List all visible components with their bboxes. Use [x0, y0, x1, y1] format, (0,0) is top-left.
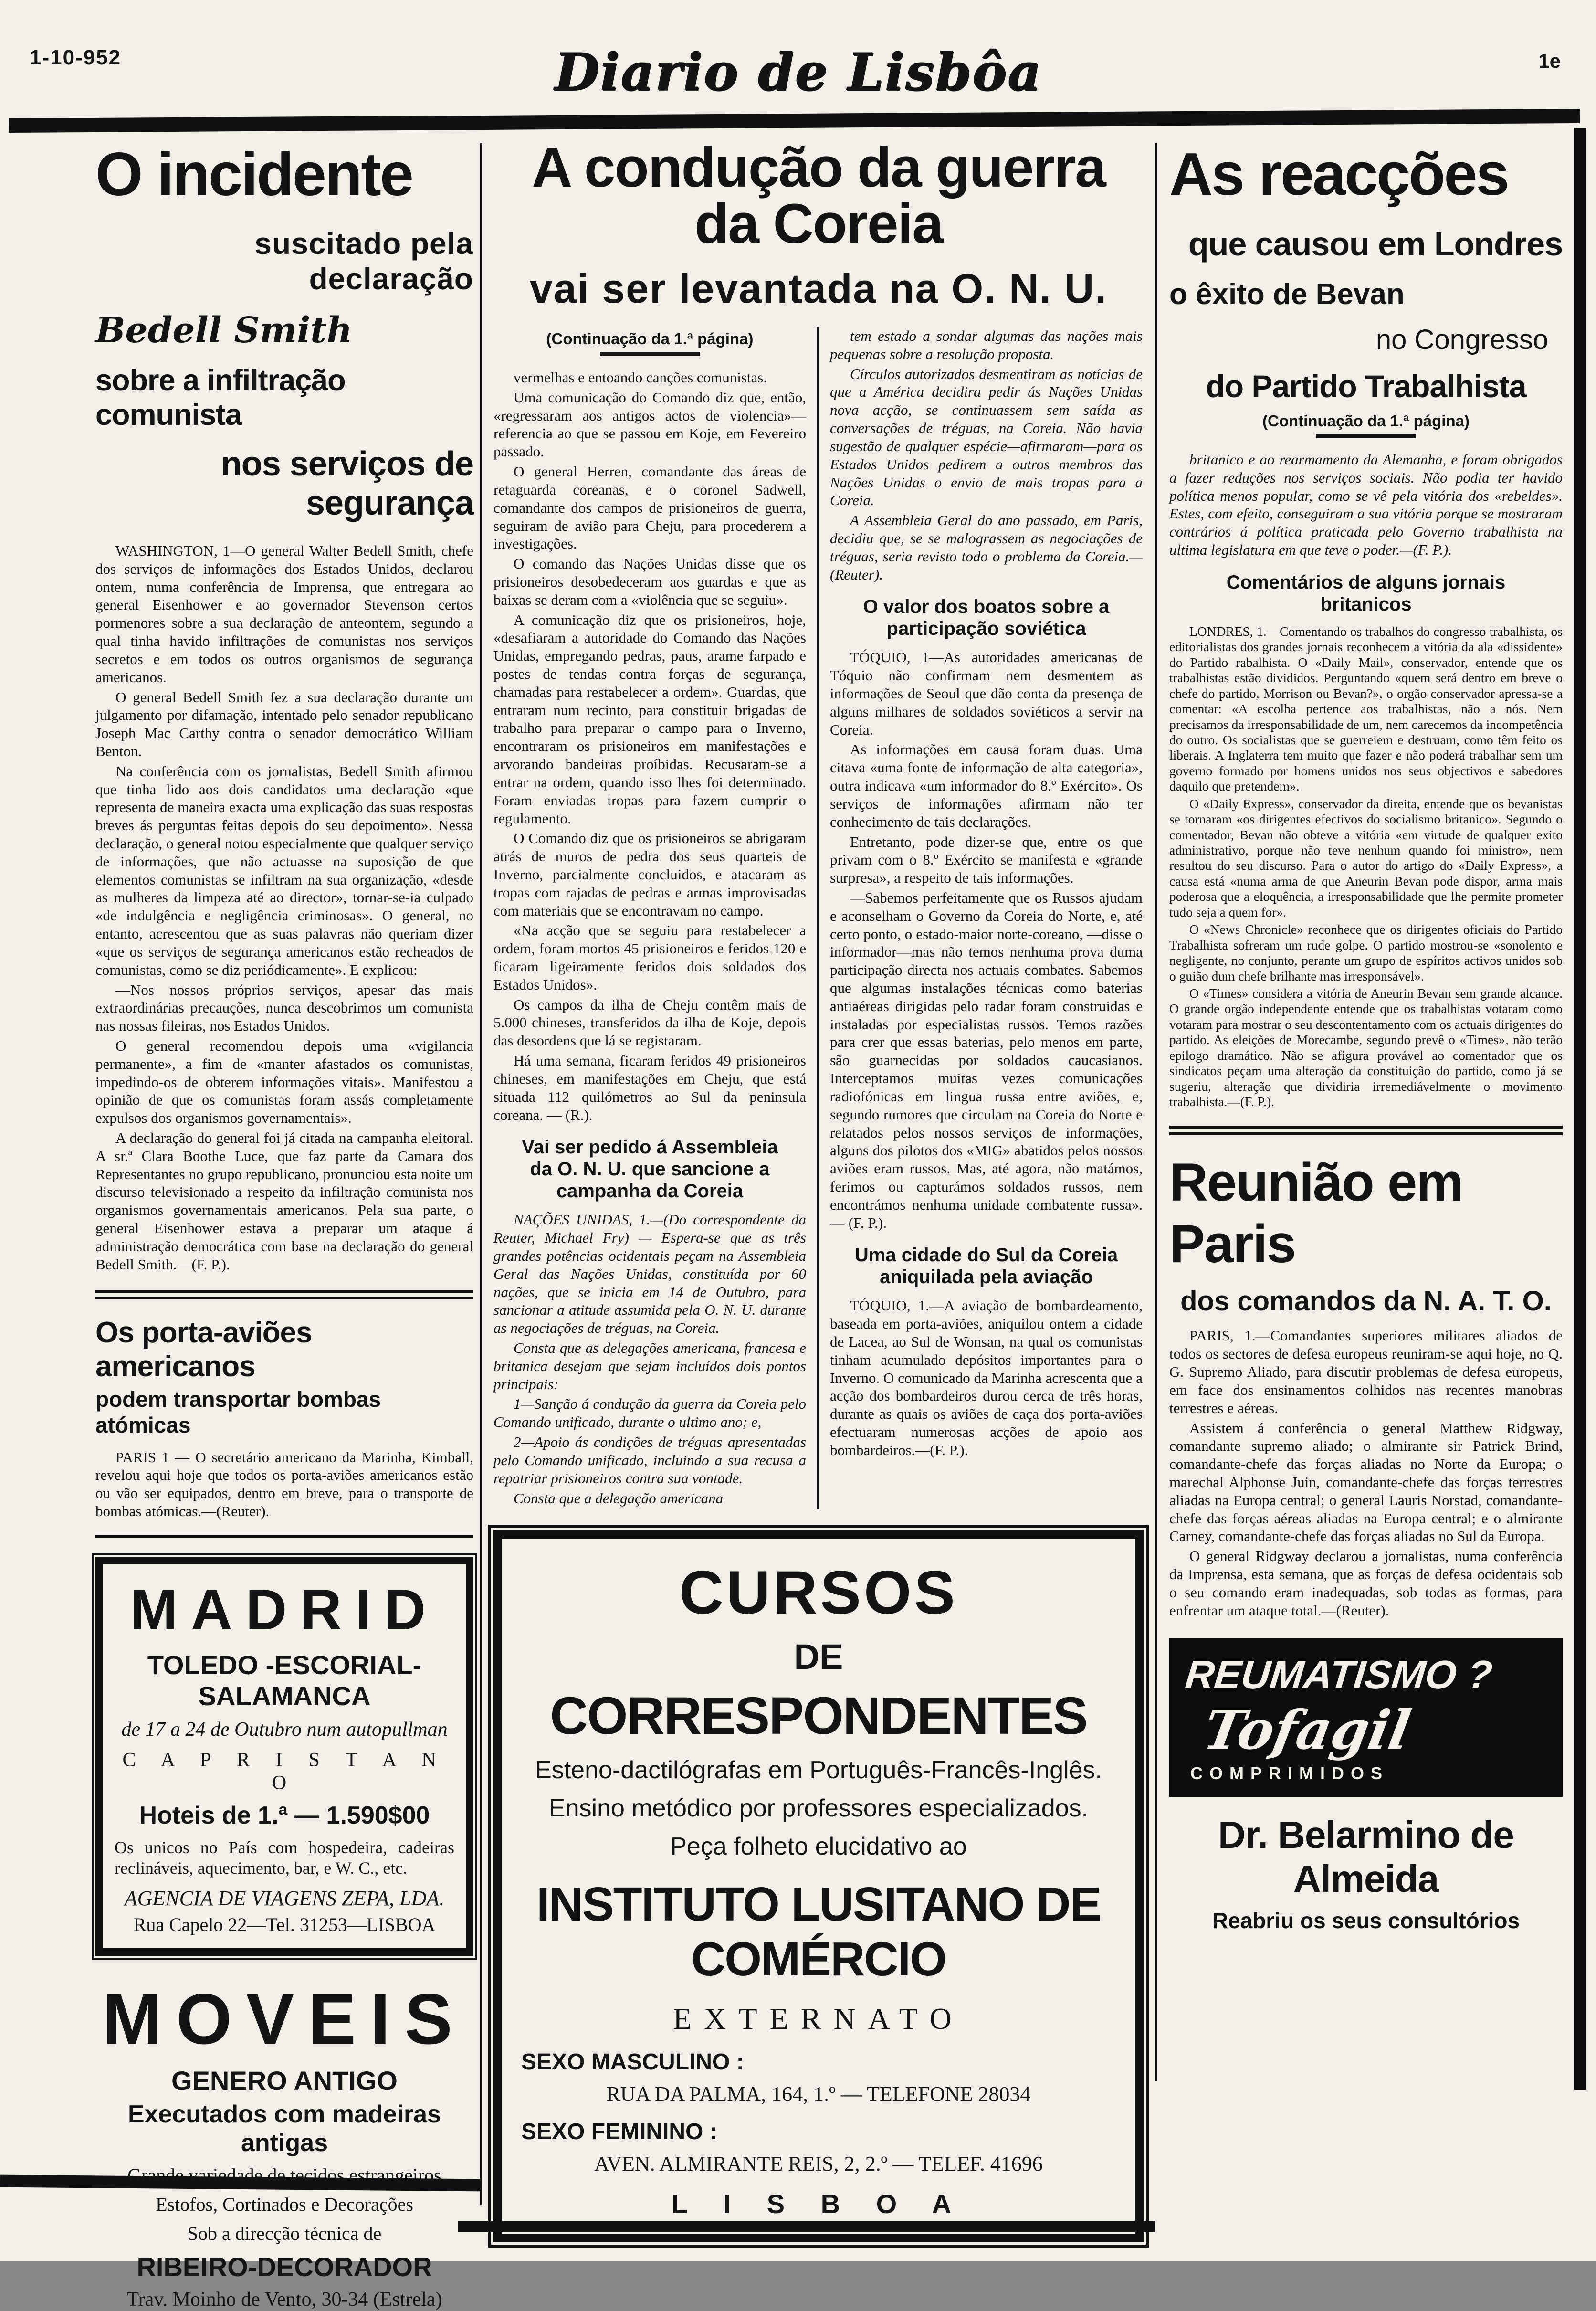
italic-paragraph: A Assembleia Geral do ano passado, em Paris, decidiu que, se se malograssem as negociações de tréguas, seria revisto todo o problema da Coreia.—(Reuter). — [830, 512, 1143, 583]
column-divider-left — [480, 143, 482, 2205]
continuation-note: (Continuação da 1.ª página) — [1262, 412, 1470, 430]
issue-date: 1-10-952 — [30, 46, 122, 69]
madrid-ad-brand: C A P R I S T A N O — [122, 1749, 447, 1794]
section-rule — [95, 1535, 473, 1538]
paragraph: O general Herren, comandante das áreas de retaguarda coreanas, e o coronel Sadwell, comandante dos campos de prisioneiros de guerra, seguiram de avião para Cheju, para procederem a investigações. — [494, 463, 806, 552]
left-column — [95, 139, 473, 2311]
paragraph: O «Daily Express», conservador da direita, entende que os bevanistas se tornaram «os dirigentes efectivos do socialismo britanico». Segundo o comentador, Bevan não obteve a vitória «em virtude de qualquer exito administrativo, porque não teve nenhum quando foi ministro», nem resultou do seu discurso. Para o autor do artigo do «Daily Express», a causa está «numa arma de que Aneurin Bevan pode dispor, arma mais poderosa que a eloquência, a irresponsabilidade que lhe permite prometer tudo seja a quem for». — [1169, 796, 1563, 919]
paragraph: O general Bedell Smith fez a sua declaração durante um julgamento por difamação, intentado pelo senador republicano Joseph Mac Carthy contra o senador democrático William Benton. — [95, 688, 473, 760]
tofagil-ad-type: COMPRIMIDOS — [1190, 1763, 1389, 1783]
moveis-ad-line: Estofos, Cortinados e Decorações — [156, 2194, 413, 2216]
moveis-ad-title: MOVEIS — [102, 1979, 467, 2059]
paragraph: vermelhas e entoando canções comunistas. — [514, 369, 767, 386]
moveis-furniture-ad — [95, 1978, 473, 2311]
headline-coreia: A condução da guerra da Coreia — [532, 136, 1105, 255]
headline-incidente-line5: nos serviços de segurança — [220, 445, 473, 522]
madrid-ad-agency: AGENCIA DE VIAGENS ZEPA, LDA. — [124, 1887, 445, 1910]
belarmino-doctor-notice-title: Dr. Belarmino de Almeida — [1218, 1814, 1514, 1900]
cursos-ad-externato: EXTERNATO — [673, 2002, 964, 2036]
continuation-note: (Continuação da 1.ª página) — [546, 330, 754, 348]
tofagil-ad-question: REUMATISMO ? — [1183, 1652, 1495, 1698]
madrid-ad-address: Rua Capelo 22—Tel. 31253—LISBOA — [133, 1914, 436, 1936]
subhead-nato: dos comandos da N. A. T. O. — [1180, 1286, 1552, 1317]
madrid-ad-title: MADRID — [130, 1577, 439, 1642]
article-porta-avioes-body — [95, 1448, 473, 1520]
page-number: 1e — [1538, 50, 1561, 72]
headline-bevan-line3: o êxito de Bevan — [1169, 278, 1405, 311]
article-bevan-press — [1169, 624, 1563, 1110]
article-bevan-intro — [1169, 451, 1563, 559]
tofagil-ad-brand: Tofagil — [1199, 1699, 1415, 1762]
paragraph: O «News Chronicle» reconhece que os dirigentes oficiais do Partido Trabalhista sofreram um rude golpe. O partido mostrou-se «sonolento e negligente, no conjunto, perante um grupo de espíritos activos unidos sob o guião dum chefe brilhante mas irresponsável». — [1169, 922, 1563, 983]
italic-paragraph: Círculos autorizados desmentiram as notícias de que a América decidira pedir ás Nações Unidas nova acção, se continuassem sem saída as conversações de tréguas, na Coreia. Não havia sugestão de qualquer espécie—afirmaram—para os Estados Unidos pedirem a outros membros das Nações Unidas o envio de mais tropas para a Coreia. — [830, 365, 1143, 509]
right-column — [1169, 139, 1563, 1933]
cursos-ad-male-label: SEXO MASCULINO : — [521, 2049, 744, 2075]
moveis-ad-decorator: RIBEIRO-DECORADOR — [136, 2252, 432, 2282]
article-nato-body — [1169, 1327, 1563, 1619]
paragraph: —Nos nossos próprios serviços, apesar das mais extraordinárias precauções, nunca descobrimos um comunista nas nossas fileiras, nos Estados Unidos. — [95, 981, 473, 1034]
paragraph: As informações em causa foram duas. Uma citava «uma fonte de informação de alta categoria», outra indicava «um informador do 8.º Exército». Os serviços de informações afirmam não ter conhecimento de tais declarações. — [830, 741, 1143, 830]
subhead-porta-avioes: podem transportar bombas atómicas — [95, 1386, 381, 1437]
masthead-title: Diario de Lisbôa — [554, 42, 1042, 102]
madrid-travel-ad — [95, 1557, 473, 1956]
paragraph: Entretanto, pode dizer-se que, entre os que privam com o 8.º Exército se manifesta e «grande surpresa», a respeito de tais informações. — [830, 833, 1143, 886]
italic-paragraph: Consta que a delegação americana — [514, 1489, 724, 1507]
paragraph: O Comando diz que os prisioneiros se abrigaram atrás de muros de pedra dos seus quarteis de Inverno, parcialmente concluidos, e atacaram as tropas com rajadas de pedras e armas improvisadas com materiais que se encontravam no campo. — [494, 830, 806, 919]
cursos-ad-female-label: SEXO FEMININO : — [521, 2119, 717, 2145]
section-subhead: O valor dos boatos sobre a participação soviética — [863, 596, 1110, 640]
cursos-institute-ad — [494, 1530, 1144, 2242]
cursos-ad-body: Peça folheto elucidativo ao — [670, 1833, 967, 1861]
paragraph: Na conferência com os jornalistas, Bedell Smith afirmou que tinha lido aos dois candidatos uma declaração «que representa de maneira exacta uma explicação das suas respostas breves ás perguntas feitas depois do seu depoimento». Nessa declaração, o general notou especialmente que qualquer serviço de informações, que não actuasse na suposição de que elementos comunistas se infiltram na sua organização, «desde as mulheres da limpeza até ao director», tornar-se-ia culpado «de indulgência e negligência criminosas». O general, no entanto, acrescentou que as suas palavras não queriam dizer «que os serviços de segurança americanos estão recheados de comunistas, como se diz periódicamente». E explicou: — [95, 762, 473, 978]
moveis-ad-line: Executados com madeiras antigas — [127, 2100, 441, 2157]
paragraph: PARIS, 1.—Comandantes superiores militares aliados de todos os sectores de defesa europeus reuniram-se aqui hoje, no Q. G. Supremo Aliado, para discutir problemas de defesa europeus, em face dos ensinamentos colhidos nas recentes manobras terrestres e aéreas. — [1169, 1327, 1563, 1416]
paragraph: O general Ridgway declarou a jornalistas, numa conferência da Imprensa, esta semana, que as forças de defesa ocidentais sob o seu comando eram inadequadas, sob todas as formas, para enfrentar um ataque total.—(Reuter). — [1169, 1548, 1563, 1619]
moveis-ad-line: GENERO ANTIGO — [171, 2066, 398, 2096]
paragraph: A comunicação diz que os prisioneiros, hoje, «desafiaram a autoridade do Comando das Nações Unidas, empregando pedras, paus, arame farpado e postes de tendas contra forças de segurança, chamadas para restabelecer a ordem». Guardas, que entraram num recinto, para constituir brigadas de trabalho para preparar o campo para o Inverno, encontraram os prisioneiros em manifestações e arvorando bandeiras proíbidas. Recusaram-se a entrar na ordem, quando isso lhes foi determinado. Foram enviadas tropas para fazem cumprir o regulamento. — [494, 611, 806, 827]
coreia-subcolumn-1 — [494, 327, 817, 1509]
paragraph: O comando das Nações Unidas disse que os prisioneiros desobedeceram aos guardas e que as baixas se deram com a «violência que se seguiu». — [494, 555, 806, 608]
paragraph: A declaração do general foi já citada na campanha eleitoral. A sr.ª Clara Boothe Luce, que faz parte da Camara dos Representantes no grupo republicano, pronunciou esta noite um discurso televisionado a respeito da infiltração comunista nos organismos governamentais americanos. Pela sua parte, o general Eisenhower estava a preparar um ataque á administração democrática com base na declaração do general Bedell Smith.—(F. P.). — [95, 1129, 473, 1273]
madrid-ad-price: Hoteis de 1.ª — 1.590$00 — [139, 1801, 430, 1829]
madrid-ad-body: Os unicos no País com hospedeira, cadeiras reclináveis, aquecimento, bar, e W. C., etc. — [115, 1837, 454, 1878]
italic-paragraph: Consta que as delegações americana, francesa e britanica desejam que sejam incluídos dois pontos principais: — [494, 1340, 806, 1393]
moveis-ad-line: Grande variedade de tecidos estrangeiros — [127, 2164, 441, 2186]
italic-paragraph: 2—Apoio ás condições de tréguas apresentadas pelo Comando unificado, incluindo a sua recusa a repatriar prisioneiros contra sua vontade. — [494, 1434, 806, 1487]
headline-incidente-line1: O incidente — [95, 140, 412, 209]
paragraph: Há uma semana, ficaram feridos 49 prisioneiros chineses, em manifestações em Cheju, que está situada 112 quilómetros ao Sul da peninsula coreana. — (R.). — [494, 1052, 806, 1123]
paragraph: O general recomendou depois uma «vigilancia permanente», a fim de «manter afastados os comunistas, impedindo-os de obterem informações vitais». Manifestou a opinião de que os comunistas foram assás completamente expulsos dos organismos governamentais». — [95, 1037, 473, 1127]
cursos-ad-title: CURSOS — [679, 1559, 958, 1627]
cursos-ad-body: Esteno-dactilógrafas em Português-Francês-Inglês. — [535, 1756, 1102, 1784]
paragraph: TÓQUIO, 1.—A aviação de bombardeamento, baseada em porta-aviões, aniquilou ontem a cidade de Lacea, ao Sul de Wonsan, na qual os comunistas tinham acumulado depósitos importantes para o Inverno. O comunicado da Marinha acrescenta que a acção dos bombardeiros durou cerca de três horas, durante as quais os aviões de caça dos porta-aviões efectuaram numerosas acções de apoio aos bombardeiros.—(F. P.). — [830, 1297, 1143, 1458]
cursos-ad-female-address: AVEN. ALMIRANTE REIS, 2, 2.º — TELEF. 41696 — [594, 2152, 1043, 2176]
subhead-coreia: vai ser levantada na O. N. U. — [530, 266, 1107, 312]
headline-incidente-line4: sobre a infiltração comunista — [95, 364, 346, 432]
headline-bevan-line5: do Partido Trabalhista — [1206, 369, 1526, 404]
headline-bevan-line1: As reacções — [1169, 140, 1508, 208]
headline-bevan-line4: no Congresso — [1376, 324, 1548, 355]
cursos-ad-institute: INSTITUTO LUSITANO DE COMÉRCIO — [536, 1878, 1101, 1986]
madrid-ad-destinations: TOLEDO -ESCORIAL- SALAMANCA — [147, 1649, 422, 1711]
section-subhead: Vai ser pedido á Assembleia da O. N. U. que sancione a campanha da Coreia — [522, 1137, 778, 1202]
paragraph: «Na acção que se seguiu para restabelecer a ordem, foram mortos 45 prisioneiros e feridos 120 e ficaram ligeiramente feridos dois soldados dos Estados Unidos». — [494, 922, 806, 993]
moveis-ad-address: Trav. Moinho de Vento, 30-34 (Estrela) — [126, 2289, 442, 2311]
headline-incidente-line2: suscitado pela declaração — [254, 226, 473, 296]
cursos-ad-body: Ensino metódico por professores especializados. — [548, 1794, 1089, 1823]
italic-paragraph: 1—Sanção á condução da guerra da Coreia pelo Comando unificado, durante o ultimo ano; e, — [494, 1395, 806, 1431]
tofagil-medicine-ad — [1169, 1638, 1563, 1797]
italic-paragraph: britanico e ao rearmamento da Alemanha, e foram obrigados a fazer reduções nos serviços sociais. Não podia ter havido política menos popular, como se vê pela vitória dos «rebeldes». Estes, com efeito, conseguiram a sua vitória porque se mostraram contrários á política praticada pelo Governo trabalhista na ultima legislatura em que teve o poder.—(F. P.). — [1169, 451, 1563, 559]
italic-paragraph: NAÇÕES UNIDAS, 1.—(Do correspondente da Reuter, Michael Fry) — Espera-se que as três grandes potências ocidentais peçam na Assembleia Geral das Nações Unidas, constituída por 60 nações, que se inicia em 14 de Outubro, para sancionar a atitude assumida pela O. N. U. durante as negociações de tréguas, na Coreia. — [494, 1211, 806, 1337]
cursos-ad-male-address: RUA DA PALMA, 164, 1.º — TELEFONE 28034 — [606, 2082, 1031, 2106]
moveis-ad-line: Sob a direcção técnica de — [187, 2223, 382, 2245]
headline-porta-avioes: Os porta-aviões americanos — [95, 1316, 312, 1383]
paragraph: PARIS 1 — O secretário americano da Marinha, Kimball, revelou aqui hoje que todos os porta-aviões americanos estão ou vão ser equipados, dentro em breve, para o transporte de bombas atómicas.—(Reuter). — [95, 1448, 473, 1520]
paragraph: O «Times» considera a vitória de Aneurin Bevan sem grande alcance. O grande orgão independente entende que os trabalhistas votaram como votaram para mostrar o seu descontentamento com os actuais dirigentes do partido. As eleições de Morecambe, segundo prevê o «Times», não terão epilogo dramático. Não se afigura provável ao comentador que os sindicatos peçam uma alteração da constituição do partido, como já se sugeriu, alteração que dividiria irremediávelmente o movimento trabalhista.—(F. P.). — [1169, 985, 1563, 1109]
cursos-ad-city: L I S B O A — [671, 2189, 966, 2219]
paragraph: Os campos da ilha de Cheju contêm mais de 5.000 chineses, transferidos da ilha de Koje, depois das desordens que lá se registaram. — [494, 996, 806, 1049]
headline-reuniao-paris: Reunião em Paris — [1169, 1152, 1463, 1274]
middle-column — [494, 136, 1144, 2242]
subhead-jornais-britanicos: Comentários de alguns jornais britanicos — [1226, 571, 1506, 615]
column-divider-right — [1155, 143, 1157, 2081]
paragraph: TÓQUIO, 1—As autoridades americanas de Tóquio não confirmam nem desmentem as informações de Seoul que dão conta da presença de alguns milhares de soldados soviéticos a servir na Coreia. — [830, 649, 1143, 738]
cursos-ad-title: DE — [794, 1637, 843, 1677]
article-bedell-smith-body — [95, 542, 473, 1274]
italic-paragraph: tem estado a sondar algumas das nações mais pequenas sobre a resolução proposta. — [830, 327, 1143, 362]
headline-bevan-line2: que causou em Londres — [1188, 225, 1563, 263]
madrid-ad-dates: de 17 a 24 de Outubro num autopullman — [121, 1718, 448, 1741]
section-rule — [95, 1290, 473, 1299]
coreia-subcolumn-2 — [817, 327, 1143, 1509]
paragraph: Uma comunicação do Comando diz que, então, «regressaram aos antigos actos de violencia»—referencia ao que se passou em Koje, em Fevereiro passado. — [494, 389, 806, 460]
divider — [600, 352, 700, 356]
masthead-rule — [9, 109, 1580, 133]
scan-artifact-bar — [1574, 128, 1586, 2090]
section-rule — [1169, 1126, 1563, 1135]
paragraph: WASHINGTON, 1—O general Walter Bedell Smith, chefe dos serviços de informações dos Estados Unidos, declarou ontem, numa conferência de Imprensa, que entregara ao general Eisenhower e ao governador Stevenson certos pormenores sobre a sua declaração de anteontem, segundo a qual tinha havido infiltrações de comunistas nos serviços secretos e em todos os outros organismos de segurança americanos. — [95, 542, 473, 686]
headline-incidente-line3: Bedell Smith — [95, 310, 353, 351]
paragraph: —Sabemos perfeitamente que os Russos ajudam e aconselham o Governo da Coreia do Norte, e, até certo ponto, o estado-maior norte-coreano, —disse o informador—mas não temos nenhuma prova duma participação directa nos actuais combates. Sabemos que algumas instalações técnicas como baterias antiaéreas dirigidas pelo radar foram construidas e instaladas por especialistas russos. Temos razões para crer que essas baterias, pelo menos em parte, são guarnecidas por soldados caucasianos. Interceptamos muitas vezes comunicações radiofónicas em lingua russa entre aviões, e, segundo rumores que circulam na Coreia do Norte e relatados pelos nossos serviços de informações, alguns dos pilotos dos «MIG» abatidos pelos nossos aviões eram russos. Mas, até agora, não matámos, ferimos ou capturámos soldados russos, nem encontrámos nenhuma unidade combatente russa». — (F. P.). — [830, 889, 1143, 1231]
divider — [1316, 434, 1416, 438]
paragraph: Assistem á conferência o general Matthew Ridgway, comandante supremo aliado; o almirante sir Patrick Brind, comandante-chefe das forças aliadas no Norte da Europa; o marechal Alphonse Juin, comandante-chefe das forças terrestres aliadas na Europa central; o general Lauris Norstad, comandante-chefe das forças aéreas aliadas na Europa central; e o almirante Carney, comandante-chefe das forças aliadas no Sul da Europa. — [1169, 1419, 1563, 1545]
paragraph: LONDRES, 1.—Comentando os trabalhos do congresso trabalhista, os editorialistas dos grandes jornais reconhecem a vitória da ala «dissidente» do Partido rabalhista. O «Daily Mail», conservador, entende que os trabalhistas estão divididos. Perguntando «quem será dentro em breve o chefe do partido, Morrison ou Bevan?», o orgão conservador apressa-se a comentar: «A escolha pertence aos trabalhistas, não a nós. Nem precisamos da irresponsabilidade de um, nem carecemos da incompetência do outro. Os socialistas que se guerreiem e destruam, como têm feito os liberais. A Inglaterra tem muito que fazer e não poderá trabalhar sem um governo formado por homens unidos nos seus objectivos e sabedores daquilo que pretendem». — [1169, 623, 1563, 794]
section-subhead: Uma cidade do Sul da Coreia aniquilada pela aviação — [854, 1245, 1118, 1288]
cursos-ad-title: CORRESPONDENTES — [550, 1687, 1087, 1746]
belarmino-doctor-notice-subtitle: Reabriu os seus consultórios — [1212, 1908, 1520, 1933]
